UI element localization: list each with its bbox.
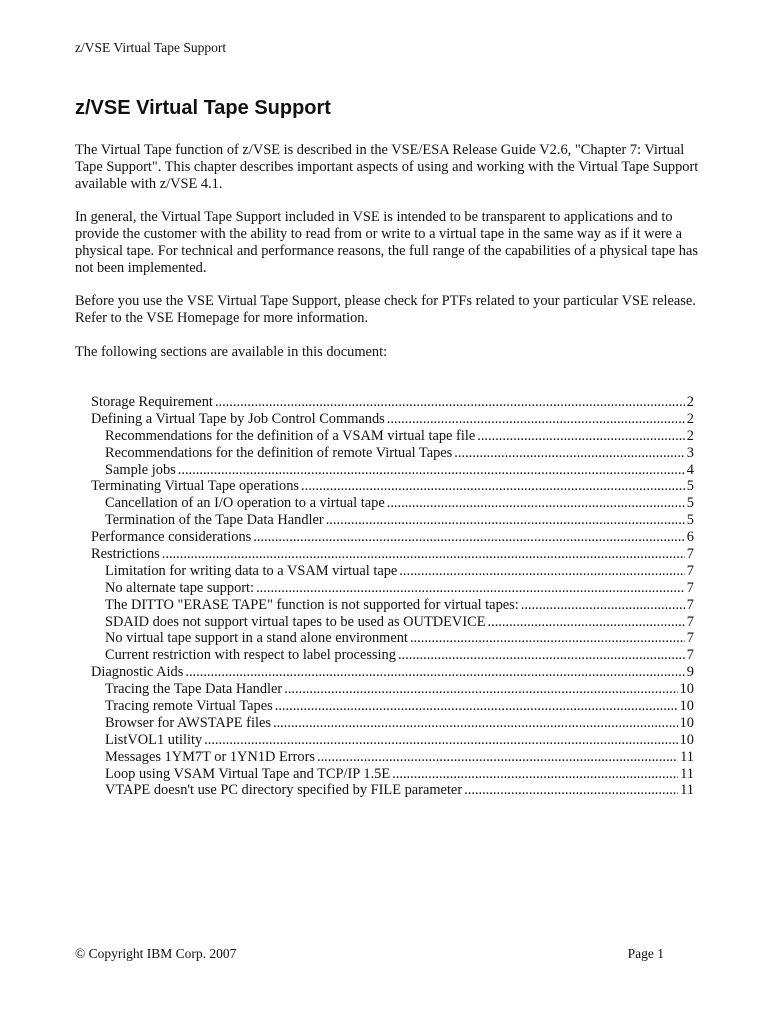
toc-entry-title: Storage Requirement: [91, 394, 213, 410]
toc-dot-leader: [387, 495, 685, 512]
toc-entry-page: 7: [686, 647, 694, 664]
toc-dot-leader: [273, 715, 678, 732]
toc-entry-title: Recommendations for the definition of remote Virtual Tapes: [105, 444, 453, 461]
toc-entry-title: Restrictions: [91, 546, 160, 563]
toc-entry[interactable]: [91, 512, 694, 529]
toc-entry[interactable]: [91, 782, 694, 799]
toc-entry-title: No virtual tape support in a stand alone environment: [105, 630, 408, 647]
toc-dot-leader: [326, 512, 685, 529]
toc-entry-title: The DITTO "ERASE TAPE" function is not supported for virtual tapes:: [105, 596, 519, 613]
toc-dot-leader: [162, 546, 685, 563]
toc-entry-title: No alternate tape support:: [105, 579, 255, 596]
intro-paragraph: The Virtual Tape function of z/VSE is described in the VSE/ESA Release Guide V2.6, "Chapter 7: Virtual Tape Support". This chapter describes important aspects of using and working with the Virtual Tape Support available with z/VSE 4.1.: [75, 142, 699, 192]
page-title: z/VSE Virtual Tape Support: [75, 97, 331, 119]
toc-entry-title: ListVOL1 utility: [105, 731, 203, 748]
toc-dot-leader: [392, 766, 678, 783]
toc-entry-page: 5: [686, 478, 694, 495]
toc-entry[interactable]: [91, 681, 694, 698]
toc-entry-page: 2: [686, 394, 694, 410]
toc-dot-leader: [301, 478, 685, 495]
toc-entry[interactable]: [91, 715, 694, 732]
toc-dot-leader: [253, 529, 685, 546]
toc-entry[interactable]: [91, 546, 694, 563]
toc-entry-title: Current restriction with respect to label processing: [105, 647, 396, 664]
toc-entry[interactable]: [91, 529, 694, 546]
toc-entry-title: Performance considerations: [91, 529, 252, 546]
toc-entry-title: Loop using VSAM Virtual Tape and TCP/IP 1.5E: [105, 765, 391, 782]
toc-dot-leader: [410, 630, 685, 647]
running-header: z/VSE Virtual Tape Support: [75, 40, 227, 55]
toc-entry[interactable]: [91, 428, 694, 445]
general-paragraph: In general, the Virtual Tape Support included in VSE is intended to be transparent to applications and to provide the customer with the ability to read from or write to a virtual tape in the same way as if it were a physical tape. For technical and performance reasons, the full range of the capabilities of a physical tape has not been implemented.: [75, 209, 698, 276]
toc-entry-page: 5: [686, 512, 694, 529]
toc-entry-title: VTAPE doesn't use PC directory specified by FILE parameter: [105, 782, 463, 799]
toc-entry-title: Diagnostic Aids: [91, 664, 184, 681]
toc-entry-title: Cancellation of an I/O operation to a virtual tape: [105, 495, 385, 512]
toc-entry-page: 7: [686, 562, 694, 579]
toc-entry[interactable]: [91, 462, 694, 479]
toc-dot-leader: [317, 749, 678, 766]
toc-entry-page: 11: [680, 765, 694, 782]
toc-entry-title: Termination of the Tape Data Handler: [105, 512, 324, 529]
toc-entry[interactable]: [91, 563, 694, 580]
toc-entry[interactable]: [91, 478, 694, 495]
toc-entry[interactable]: [91, 495, 694, 512]
toc-dot-leader: [178, 462, 685, 479]
toc-entry-title: Sample jobs: [105, 461, 176, 478]
toc-dot-leader: [399, 563, 685, 580]
sections-intro: The following sections are available in this document:: [75, 344, 388, 360]
toc-entry-page: 7: [686, 613, 694, 630]
toc-entry-title: Limitation for writing data to a VSAM virtual tape: [105, 562, 398, 579]
toc-dot-leader: [398, 647, 685, 664]
toc-dot-leader: [454, 445, 685, 462]
toc-dot-leader: [488, 614, 685, 631]
toc-entry-page: 10: [679, 681, 694, 698]
toc-dot-leader: [464, 782, 678, 799]
page-number: Page 1: [627, 946, 664, 961]
toc-entry[interactable]: [91, 394, 694, 411]
toc-entry-page: 5: [686, 495, 694, 512]
toc-dot-leader: [477, 428, 685, 445]
toc-entry-page: 10: [679, 731, 694, 748]
toc-entry-page: 11: [680, 782, 694, 799]
toc-dot-leader: [185, 664, 684, 681]
toc-dot-leader: [521, 597, 685, 614]
toc-dot-leader: [284, 681, 677, 698]
toc-entry[interactable]: [91, 664, 694, 681]
toc-entry[interactable]: [91, 749, 694, 766]
toc-entry[interactable]: [91, 445, 694, 462]
toc-entry-page: 7: [686, 596, 694, 613]
toc-entry-title: Recommendations for the definition of a VSAM virtual tape file: [105, 427, 476, 444]
toc-entry-page: 11: [680, 748, 694, 765]
toc-entry-page: 4: [686, 461, 694, 478]
toc-entry-page: 2: [686, 410, 694, 427]
ptf-paragraph: Before you use the VSE Virtual Tape Support, please check for PTFs related to your particular VSE release. Refer to the VSE Homepage for more information.: [75, 293, 696, 326]
table-of-contents: [91, 394, 694, 799]
toc-dot-leader: [275, 698, 678, 715]
toc-entry-title: SDAID does not support virtual tapes to be used as OUTDEVICE: [105, 613, 486, 630]
toc-entry[interactable]: [91, 580, 694, 597]
toc-entry-title: Terminating Virtual Tape operations: [91, 478, 299, 495]
toc-entry[interactable]: [91, 630, 694, 647]
toc-entry[interactable]: [91, 732, 694, 749]
toc-entry-page: 7: [686, 630, 694, 647]
toc-entry-title: Tracing remote Virtual Tapes: [105, 698, 273, 715]
toc-entry[interactable]: [91, 614, 694, 631]
toc-entry-page: 10: [679, 698, 694, 715]
toc-entry-page: 7: [686, 546, 694, 563]
toc-entry-page: 10: [679, 714, 694, 731]
toc-entry-title: Messages 1YM7T or 1YN1D Errors: [105, 748, 315, 765]
toc-entry[interactable]: [91, 597, 694, 614]
toc-entry[interactable]: [91, 647, 694, 664]
toc-dot-leader: [387, 411, 685, 428]
copyright-notice: © Copyright IBM Corp. 2007: [75, 946, 237, 961]
toc-entry-page: 7: [686, 579, 694, 596]
toc-entry-page: 2: [686, 427, 694, 444]
toc-entry-title: Browser for AWSTAPE files: [105, 714, 271, 731]
toc-entry-title: Defining a Virtual Tape by Job Control Commands: [91, 410, 385, 427]
toc-entry-page: 9: [686, 664, 694, 681]
toc-entry-page: 6: [686, 529, 694, 546]
toc-dot-leader: [256, 580, 685, 597]
toc-entry[interactable]: [91, 411, 694, 428]
toc-entry[interactable]: [91, 766, 694, 783]
toc-entry[interactable]: [91, 698, 694, 715]
toc-dot-leader: [204, 732, 677, 749]
toc-entry-page: 3: [686, 444, 694, 461]
toc-entry-title: Tracing the Tape Data Handler: [105, 681, 283, 698]
toc-dot-leader: [215, 394, 685, 411]
